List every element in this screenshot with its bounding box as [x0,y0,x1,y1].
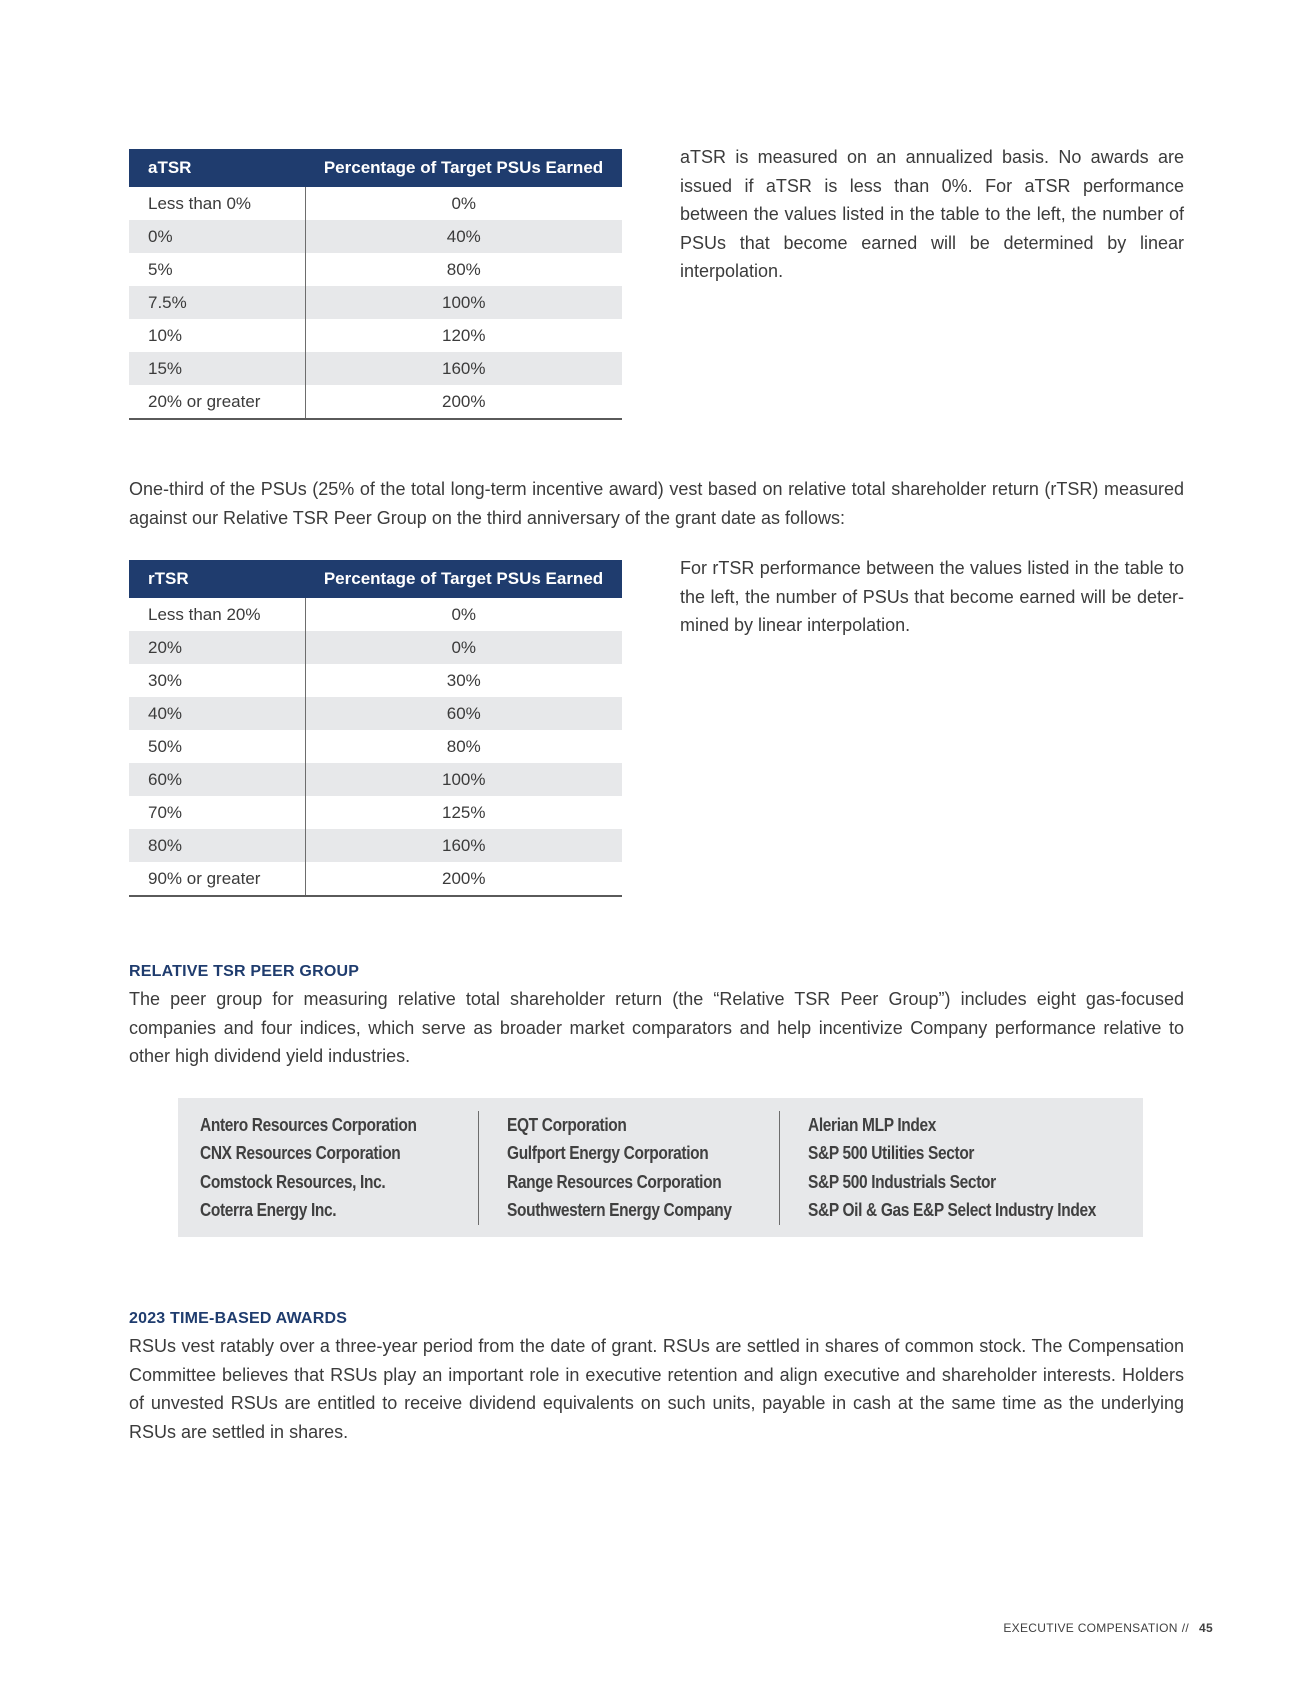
peer-company: Coterra Energy Inc. [200,1200,337,1220]
table-cell: 15% [129,352,305,385]
peer-company: Gulfport Energy Corporation [506,1143,709,1163]
peer-index: Alerian MLP Index [808,1114,937,1135]
peer-group-paragraph: The peer group for measuring relative total shareholder return (the “Relative TSR Peer Group”) includes eight gas-focused companies and four indices, which serve as broader market comparators and help incentivize Company performance relative to other high dividend yield industries. [129,989,1184,1066]
table-cell: 100% [305,286,622,319]
table-row [129,730,622,763]
table-cell: 40% [129,697,305,730]
atsr-table [129,149,622,420]
table-header-row [129,560,622,598]
footer-separator: // [1181,1621,1190,1635]
table-cell: 0% [129,220,305,253]
table-row [129,862,622,896]
table-cell: 5% [129,253,305,286]
table-cell: 30% [129,664,305,697]
table-cell: 60% [305,697,622,730]
peer-companies-column-1 [200,1111,479,1225]
peer-company: Antero Resources Corporation [200,1114,417,1135]
table-cell: 160% [305,352,622,385]
table-row [129,319,622,352]
footer-section-label: EXECUTIVE COMPENSATION [1003,1621,1178,1635]
table-row [129,664,622,697]
peer-group-box [178,1098,1143,1237]
table-row [129,697,622,730]
table-header-row [129,149,622,187]
table-cell: 7.5% [129,286,305,319]
table-cell: 200% [305,862,622,896]
table-cell: 125% [442,802,486,822]
table-row [129,286,622,319]
table-row [129,631,622,664]
peer-company: EQT Corporation [506,1114,627,1135]
table-cell: 0% [451,604,477,624]
column-header: aTSR [129,149,305,187]
time-awards-paragraph: RSUs vest ratably over a three-year period from the date of grant. RSUs are settled in shares of common stock. The Compensation Committee believes that RSUs play an important role in executive retention and align executive and shareholder interests. Holders of unvested RSUs are entitled to receive dividend equivalents on such units, payable in cash at the same time as the underlying RSUs are settled in shares. [129,1336,1184,1442]
table-cell: Less than 0% [129,187,305,220]
rtsr-intro-paragraph: One-third of the PSUs (25% of the total long-term incentive award) vest based on relative total shareholder return (rTSR) measured against our Relative TSR Peer Group on the third anniversary of the grant date as follows: [129,479,1184,528]
peer-index: S&P 500 Industrials Sector [808,1171,996,1192]
table-cell: 0% [451,193,477,213]
table-cell: 120% [442,325,486,345]
table-cell: 200% [305,385,622,419]
peer-company: Southwestern Energy Company [506,1200,732,1220]
table-cell: 40% [305,220,622,253]
table-cell: Less than 20% [129,598,305,631]
table-cell: 70% [129,796,305,829]
rtsr-note: For rTSR performance between the values listed in the table to the left, the number of PSUs that become earned will be deter-mined by linear interpolation. [680,558,1184,635]
page-footer [1003,1621,1213,1635]
column-header: Percentage of Target PSUs Earned [305,560,622,598]
table-cell: 80% [446,259,481,279]
table-cell: 160% [305,829,622,862]
atsr-note: aTSR is measured on an annualized basis. No awards are issued if aTSR is less than 0%. For aTSR performance between the values listed in the table to the left, the number of PSUs that become earned will be determined by linear interpolation. [680,147,1184,281]
page-number: 45 [1199,1621,1213,1635]
table-row [129,187,622,220]
table-cell: 80% [446,736,481,756]
column-header: Percentage of Target PSUs Earned [305,149,622,187]
table-cell: 100% [305,763,622,796]
table-row [129,796,622,829]
peer-company: Range Resources Corporation [506,1171,722,1192]
column-header: rTSR [129,560,305,598]
table-cell: 20% or greater [129,385,305,419]
table-cell: 10% [129,319,305,352]
peer-companies-column-2 [479,1111,780,1225]
table-cell: 80% [129,829,305,862]
table-row [129,385,622,419]
table-row [129,598,622,631]
peer-indices-column [780,1111,1143,1225]
peer-group-heading: RELATIVE TSR PEER GROUP [129,963,360,980]
table-row [129,220,622,253]
table-cell: 30% [446,670,481,690]
table-cell: 50% [129,730,305,763]
peer-company: CNX Resources Corporation [200,1143,401,1163]
table-row [129,763,622,796]
table-row [129,253,622,286]
table-cell: 20% [129,631,305,664]
peer-index: S&P 500 Utilities Sector [808,1143,975,1163]
time-awards-heading: 2023 TIME-BASED AWARDS [129,1310,348,1327]
table-cell: 60% [129,763,305,796]
rtsr-table [129,560,622,897]
table-row [129,829,622,862]
table-row [129,352,622,385]
peer-company: Comstock Resources, Inc. [200,1171,386,1192]
table-cell: 90% or greater [129,862,305,896]
table-cell: 0% [305,631,622,664]
peer-index: S&P Oil & Gas E&P Select Industry Index [808,1200,1097,1220]
